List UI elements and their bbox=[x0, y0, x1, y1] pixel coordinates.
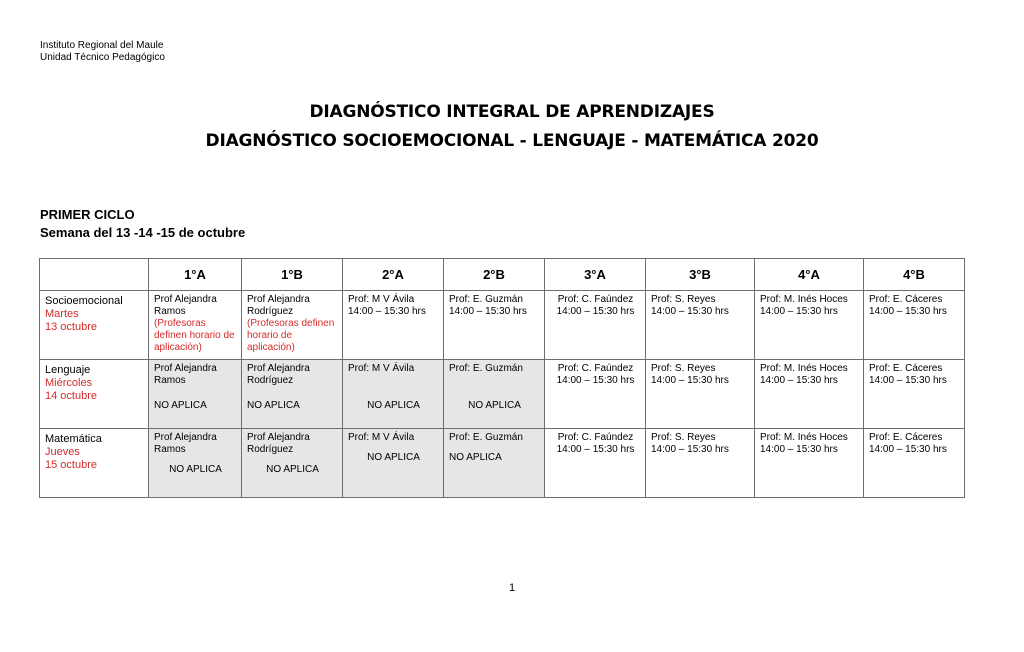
table-row bbox=[40, 360, 965, 429]
schedule-cell bbox=[149, 291, 242, 360]
teacher-name: Prof Alejandra bbox=[247, 294, 310, 305]
schedule-cell bbox=[343, 429, 444, 498]
col-header: 4°A bbox=[755, 259, 864, 291]
subject-cell bbox=[40, 360, 149, 429]
time-slot: 14:00 – 15:30 hrs bbox=[760, 375, 838, 386]
time-slot: 14:00 – 15:30 hrs bbox=[348, 306, 426, 317]
table-row bbox=[40, 429, 965, 498]
schedule-cell bbox=[864, 360, 965, 429]
subject-cell bbox=[40, 429, 149, 498]
subject-name: Socioemocional bbox=[45, 295, 123, 307]
schedule-cell bbox=[646, 360, 755, 429]
unit-name: Unidad Técnico Pedagógico bbox=[40, 52, 165, 63]
schedule-cell bbox=[545, 360, 646, 429]
teacher-name: Prof: M. Inés Hoces bbox=[760, 294, 848, 305]
schedule-cell bbox=[444, 429, 545, 498]
subject-day: Martes bbox=[45, 308, 79, 320]
teacher-name: Prof: C. Faúndez bbox=[557, 294, 634, 305]
schedule-cell bbox=[646, 291, 755, 360]
time-slot: 14:00 – 15:30 hrs bbox=[869, 306, 947, 317]
col-header: 3°B bbox=[646, 259, 755, 291]
teacher-name: Prof: S. Reyes bbox=[651, 294, 716, 305]
week-label: Semana del 13 -14 -15 de octubre bbox=[40, 225, 246, 240]
title-line-1: DIAGNÓSTICO INTEGRAL DE APRENDIZAJES bbox=[309, 102, 715, 122]
teacher-name: Prof: C. Faúndez bbox=[557, 432, 634, 443]
schedule-cell bbox=[444, 360, 545, 429]
teacher-name: Prof: E. Cáceres bbox=[869, 294, 943, 305]
not-applicable-label: NO APLICA bbox=[449, 452, 502, 463]
teacher-name: Prof: M. Inés Hoces bbox=[760, 363, 848, 374]
teacher-name: Prof: M V Ávila bbox=[348, 294, 415, 305]
teacher-name: Prof Alejandra bbox=[154, 363, 217, 374]
teacher-name: Prof: M. Inés Hoces bbox=[760, 432, 848, 443]
time-slot: 14:00 – 15:30 hrs bbox=[760, 444, 838, 455]
schedule-cell bbox=[545, 429, 646, 498]
time-slot: 14:00 – 15:30 hrs bbox=[869, 375, 947, 386]
teacher-name: Prof: E. Guzmán bbox=[449, 294, 523, 305]
schedule-cell bbox=[343, 291, 444, 360]
title-line-2: DIAGNÓSTICO SOCIOEMOCIONAL - LENGUAJE - MATEMÁTICA 2020 bbox=[205, 131, 819, 151]
not-applicable-label: NO APLICA bbox=[247, 400, 300, 411]
subject-name: Matemática bbox=[45, 433, 102, 445]
section-heading bbox=[40, 206, 245, 242]
time-slot: 14:00 – 15:30 hrs bbox=[651, 306, 729, 317]
teacher-name: Prof: E. Guzmán bbox=[449, 363, 523, 374]
time-slot: 14:00 – 15:30 hrs bbox=[449, 306, 527, 317]
schedule-cell bbox=[755, 360, 864, 429]
teacher-name: Prof Alejandra bbox=[154, 294, 217, 305]
not-applicable-label: NO APLICA bbox=[367, 452, 420, 463]
teacher-name: Prof: M V Ávila bbox=[348, 432, 415, 443]
teacher-surname: Ramos bbox=[154, 306, 186, 317]
schedule-cell bbox=[545, 291, 646, 360]
teacher-name: Prof: E. Guzmán bbox=[449, 432, 523, 443]
time-slot: 14:00 – 15:30 hrs bbox=[556, 444, 635, 455]
schedule-note: (Profesoras definen horario de aplicación) bbox=[154, 318, 235, 353]
col-header: 3°A bbox=[545, 259, 646, 291]
schedule-note: (Profesoras definen horario de aplicación) bbox=[247, 318, 335, 353]
table-row bbox=[40, 291, 965, 360]
subject-date: 13 octubre bbox=[45, 321, 97, 333]
schedule-cell bbox=[242, 360, 343, 429]
institution-header bbox=[40, 40, 165, 64]
subject-day: Jueves bbox=[45, 446, 80, 458]
subject-day: Miércoles bbox=[45, 377, 93, 389]
schedule-cell bbox=[242, 291, 343, 360]
time-slot: 14:00 – 15:30 hrs bbox=[651, 375, 729, 386]
table-header-row bbox=[40, 259, 965, 291]
schedule-cell bbox=[444, 291, 545, 360]
time-slot: 14:00 – 15:30 hrs bbox=[556, 375, 635, 386]
schedule-cell bbox=[242, 429, 343, 498]
document-title bbox=[0, 98, 1024, 156]
time-slot: 14:00 – 15:30 hrs bbox=[760, 306, 838, 317]
schedule-cell bbox=[149, 360, 242, 429]
subject-date: 15 octubre bbox=[45, 459, 97, 471]
page-number: 1 bbox=[508, 582, 516, 594]
teacher-surname: Rodríguez bbox=[247, 444, 294, 455]
col-header: 1°B bbox=[242, 259, 343, 291]
time-slot: 14:00 – 15:30 hrs bbox=[651, 444, 729, 455]
subject-date: 14 octubre bbox=[45, 390, 97, 402]
schedule-cell bbox=[646, 429, 755, 498]
schedule-cell bbox=[755, 429, 864, 498]
cycle-label: PRIMER CICLO bbox=[40, 207, 135, 222]
not-applicable-label: NO APLICA bbox=[266, 464, 319, 475]
col-header: 2°B bbox=[444, 259, 545, 291]
teacher-surname: Rodríguez bbox=[247, 306, 294, 317]
schedule-cell bbox=[864, 429, 965, 498]
teacher-surname: Ramos bbox=[154, 444, 186, 455]
institute-name: Instituto Regional del Maule bbox=[40, 40, 164, 51]
teacher-name: Prof: E. Cáceres bbox=[869, 432, 943, 443]
not-applicable-label: NO APLICA bbox=[367, 400, 420, 411]
teacher-surname: Ramos bbox=[154, 375, 186, 386]
header-empty bbox=[40, 259, 149, 291]
teacher-name: Prof: M V Ávila bbox=[348, 363, 415, 374]
not-applicable-label: NO APLICA bbox=[169, 464, 222, 475]
schedule-cell bbox=[149, 429, 242, 498]
teacher-surname: Rodríguez bbox=[247, 375, 294, 386]
col-header: 4°B bbox=[864, 259, 965, 291]
schedule-table bbox=[39, 258, 965, 498]
schedule-cell bbox=[864, 291, 965, 360]
col-header: 1°A bbox=[149, 259, 242, 291]
not-applicable-label: NO APLICA bbox=[468, 400, 521, 411]
teacher-name: Prof: C. Faúndez bbox=[557, 363, 634, 374]
subject-cell bbox=[40, 291, 149, 360]
time-slot: 14:00 – 15:30 hrs bbox=[869, 444, 947, 455]
subject-name: Lenguaje bbox=[45, 364, 91, 376]
teacher-name: Prof: S. Reyes bbox=[651, 363, 716, 374]
teacher-name: Prof: S. Reyes bbox=[651, 432, 716, 443]
col-header: 2°A bbox=[343, 259, 444, 291]
teacher-name: Prof Alejandra bbox=[247, 363, 310, 374]
not-applicable-label: NO APLICA bbox=[154, 400, 207, 411]
teacher-name: Prof Alejandra bbox=[247, 432, 310, 443]
schedule-cell bbox=[343, 360, 444, 429]
schedule-cell bbox=[755, 291, 864, 360]
teacher-name: Prof: E. Cáceres bbox=[869, 363, 943, 374]
time-slot: 14:00 – 15:30 hrs bbox=[556, 306, 635, 317]
teacher-name: Prof Alejandra bbox=[154, 432, 217, 443]
